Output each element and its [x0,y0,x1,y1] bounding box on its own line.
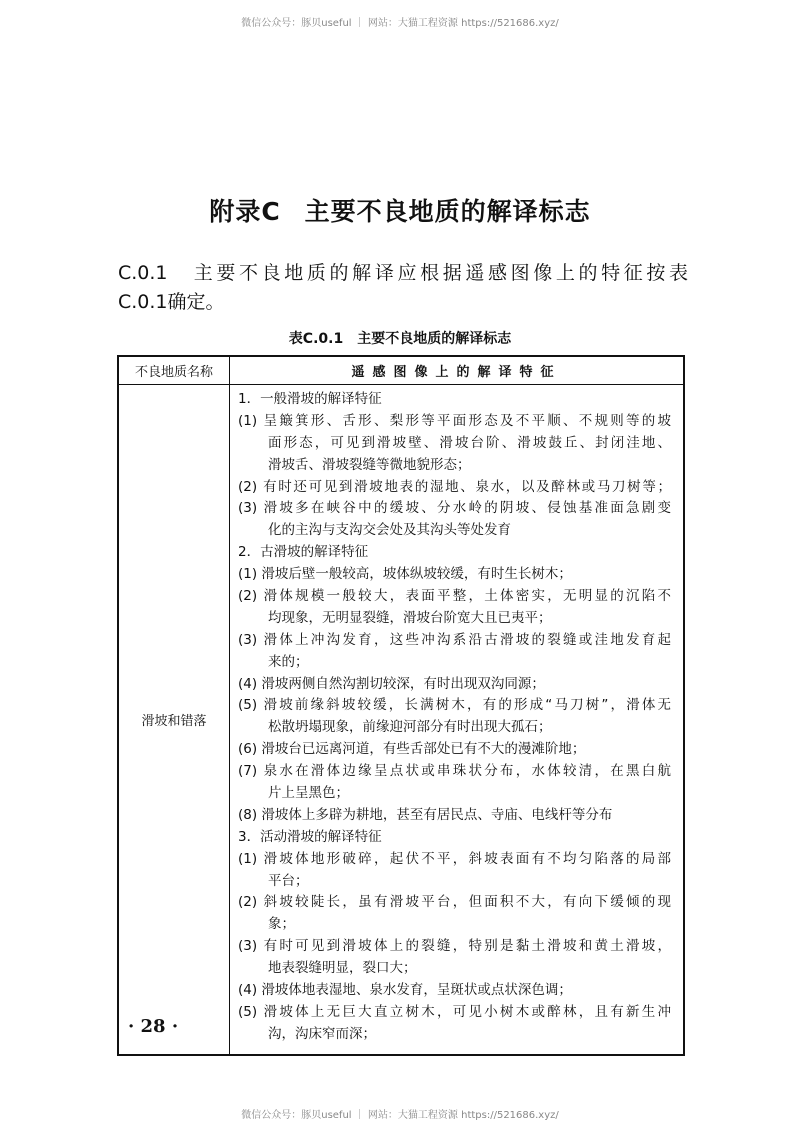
feature-line: 3．活动滑坡的解译特征 [238,828,382,845]
feature-line: 平台； [268,872,309,889]
features-cell [230,385,685,1055]
feature-line: 2．古滑坡的解译特征 [238,544,369,561]
feature-line: 松散坍塌现象，前缘迎河部分有时出现大孤石； [268,719,552,736]
feature-line: (4) 滑坡体地表湿地、泉水发育，呈斑状或点状深色调； [238,982,572,999]
feature-line: (3) 滑体上冲沟发育，这些冲沟系沿古滑坡的裂缝或洼地发育起 [238,631,671,648]
feature-line: (1) 滑坡后壁一般较高，坡体纵坡较缓，有时生长树木； [238,566,572,583]
feature-line: (5) 滑坡体上无巨大直立树木，可见小树木或醉林，且有新生冲 [238,1003,671,1020]
feature-line: (6) 滑坡台已远离河道，有些舌部处已有不大的漫滩阶地； [238,741,586,758]
table-caption: 表C.0.1 主要不良地质的解译标志 [288,331,512,347]
feature-line: 1．一般滑坡的解译特征 [238,391,382,407]
feature-line: 来的； [268,653,309,670]
watermark-bottom: 微信公众号：豚贝useful ｜ 网站：大猫工程资源 https://521686.xyz/ [241,1110,559,1121]
feature-line: 面形态，可见到滑坡壁、滑坡台阶、滑坡鼓丘、封闭洼地、 [268,434,671,451]
feature-line: (2) 滑体规模一般较大，表面平整，土体密实，无明显的沉陷不 [238,588,671,605]
feature-line: (4) 滑坡两侧自然沟割切较深，有时出现双沟同源； [238,675,545,692]
feature-line: (3) 有时可见到滑坡体上的裂缝，特别是黏土滑坡和黄土滑坡， [238,938,671,955]
feature-line: 化的主沟与支沟交会处及其沟头等处发育 [268,522,511,539]
page-number: · 28 · [128,1016,179,1037]
appendix-heading: 主要不良地质的解译标志 [304,197,591,226]
feature-line: (2) 有时还可见到滑坡地表的湿地、泉水，以及醉林或马刀树等； [238,478,671,495]
header-features: 遥感图像上的解译特征 [230,356,685,385]
clause-line-1: C.0.1 主要不良地质的解译应根据遥感图像上的特征按表 [118,262,688,284]
feature-line: (3) 滑坡多在峡谷中的缓坡、分水岭的阴坡、侵蚀基准面急剧变 [238,500,671,517]
feature-line: (1) 呈簸箕形、舌形、梨形等平面形态及不平顺、不规则等的坡 [238,412,671,429]
feature-line: 片上呈黑色； [268,785,349,802]
watermark-top: 微信公众号：豚贝useful ｜ 网站：大猫工程资源 https://521686.xyz/ [241,18,559,29]
feature-line: (7) 泉水在滑体边缘呈点状或串珠状分布，水体较清，在黑白航 [238,763,671,780]
feature-line: 滑坡舌、滑坡裂缝等微地貌形态； [268,456,471,473]
appendix-label: 附录C [209,197,281,226]
table-row [118,385,684,1055]
table-header-row [118,356,684,385]
feature-line: (2) 斜坡较陡长，虽有滑坡平台，但面积不大，有向下缓倾的现 [238,894,671,911]
header-name: 不良地质名称 [118,356,230,385]
interpretation-table [117,355,685,1056]
geology-name-cell: 滑坡和错落 [118,385,230,1055]
feature-line: 沟，沟床窄而深； [268,1025,376,1042]
feature-line: (5) 滑坡前缘斜坡较缓，长满树木，有的形成“马刀树”，滑体无 [238,697,671,714]
feature-line: 地表裂缝明显，裂口大； [268,960,417,977]
feature-line: 象； [268,916,295,933]
feature-line: 均现象，无明显裂缝，滑坡台阶宽大且已夷平； [268,609,552,626]
feature-line: (8) 滑坡体上多辟为耕地，甚至有居民点、寺庙、电线杆等分布 [238,806,613,823]
clause-line-2: C.0.1确定。 [118,291,225,313]
appendix-title [0,192,800,228]
feature-line: (1) 滑坡体地形破碎，起伏不平，斜坡表面有不均匀陷落的局部 [238,850,671,867]
